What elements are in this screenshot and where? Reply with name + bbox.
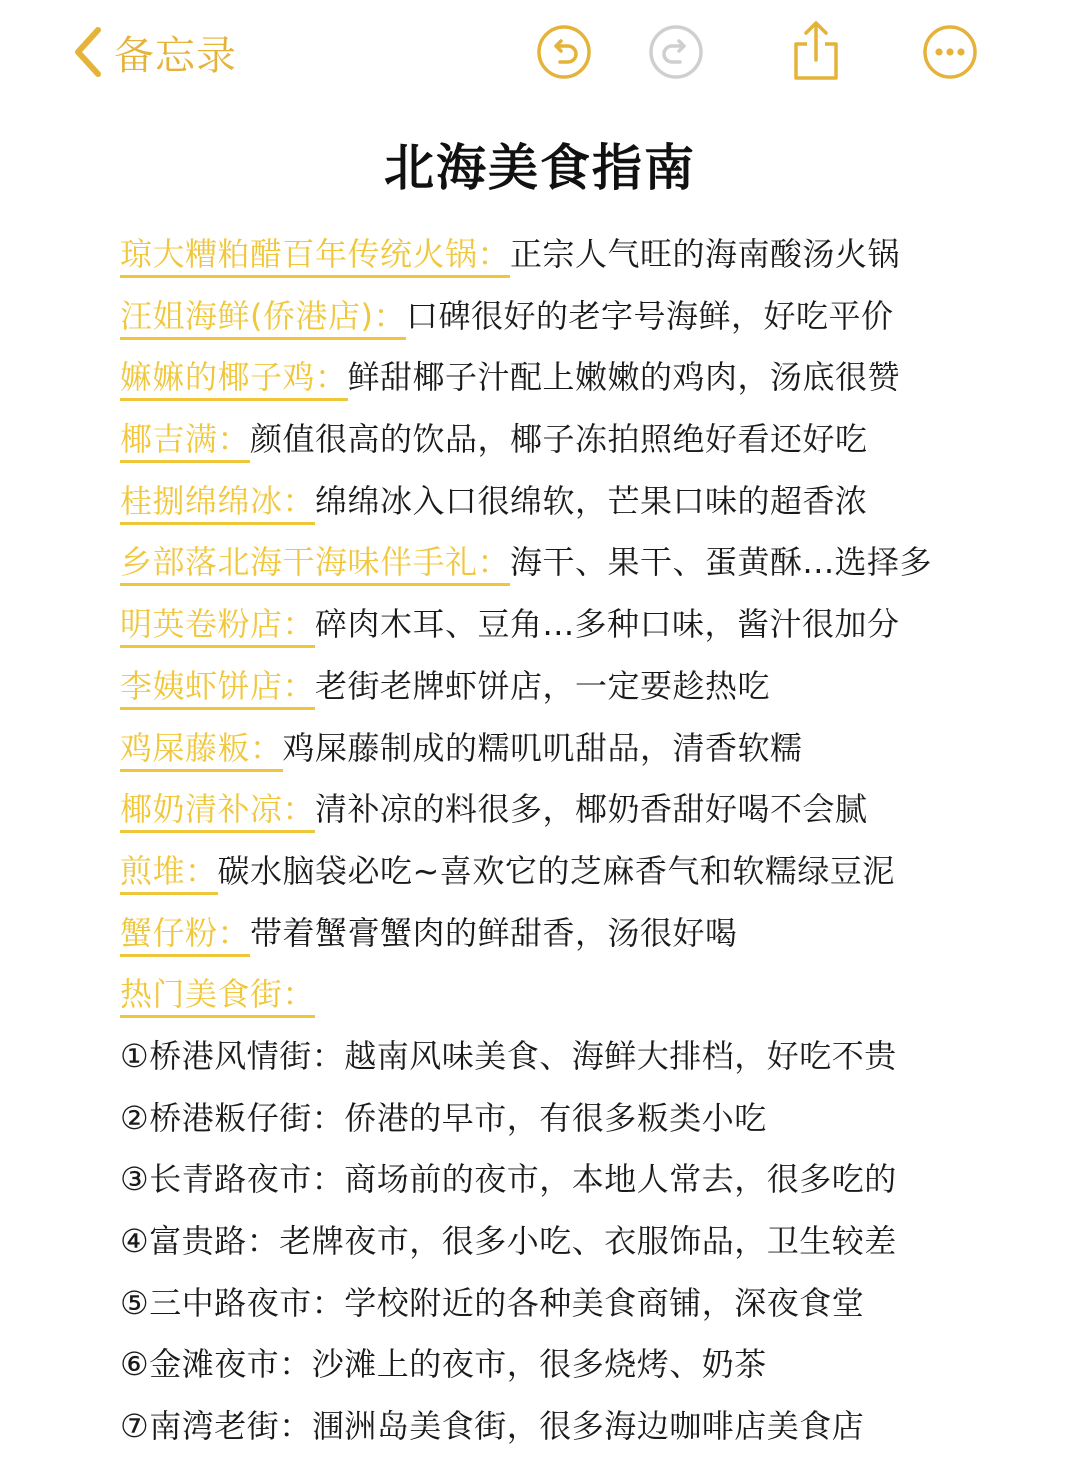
food-item-desc: 带着蟹膏蟹肉的鲜甜香，汤很好喝	[250, 913, 738, 952]
food-item-name: 乡部落北海干海味伴手礼：	[120, 543, 510, 586]
redo-icon	[648, 24, 704, 80]
food-item-name: 明英卷粉店：	[120, 605, 315, 648]
streets-heading: 热门美食街：	[120, 975, 315, 1018]
food-item-desc: 碎肉木耳、豆角...多种口味，酱汁很加分	[315, 605, 900, 644]
food-item	[120, 656, 1020, 718]
food-item	[120, 779, 1020, 841]
food-item	[120, 471, 1020, 533]
food-item-desc: 正宗人气旺的海南酸汤火锅	[510, 235, 901, 273]
streets-heading-line	[120, 964, 1020, 1026]
food-item	[120, 718, 1020, 780]
street-item: ④富贵路：老牌夜市，很多小吃、衣服饰品，卫生较差	[120, 1222, 897, 1260]
more-button[interactable]	[922, 24, 978, 80]
street-item: ⑥金滩夜市：沙滩上的夜市，很多烧烤、奶茶	[120, 1345, 767, 1384]
food-item	[120, 841, 1020, 903]
undo-icon	[536, 24, 592, 80]
more-icon	[922, 24, 978, 80]
share-button[interactable]	[788, 18, 844, 82]
food-item-name: 桂捌绵绵冰：	[120, 482, 315, 525]
food-item-desc: 碳水脑袋必吃~喜欢它的芝麻香气和软糯绿豆泥	[217, 851, 895, 890]
back-button[interactable]	[70, 20, 237, 84]
food-item-name: 蟹仔粉：	[120, 914, 250, 957]
food-item	[120, 286, 1020, 348]
food-item-name: 李姨虾饼店：	[120, 667, 315, 710]
chevron-left-icon	[70, 24, 104, 80]
food-item	[120, 903, 1020, 965]
food-item	[120, 594, 1020, 656]
food-item-name: 椰奶清补凉：	[120, 790, 315, 833]
food-item-name: 嫲嫲的椰子鸡：	[120, 358, 348, 401]
share-icon	[788, 18, 844, 82]
food-item	[120, 532, 1020, 594]
food-item	[120, 224, 1020, 286]
street-item: ⑤三中路夜市：学校附近的各种美食商铺，深夜食堂	[120, 1283, 865, 1322]
food-item-desc: 清补凉的料很多，椰奶香甜好喝不会腻	[315, 790, 868, 829]
street-item: ②桥港粄仔街：侨港的早市，有很多粄类小吃	[120, 1098, 767, 1137]
food-item-desc: 口碑很好的老字号海鲜，好吃平价	[405, 296, 894, 335]
food-item-name: 鸡屎藤粄：	[120, 729, 283, 772]
food-item-name: 椰吉满：	[120, 420, 250, 463]
redo-button[interactable]	[648, 24, 704, 80]
food-item-desc: 老街老牌虾饼店，一定要趁热吃	[315, 666, 771, 705]
food-item-desc: 绵绵冰入口很绵软，芒果口味的超香浓	[315, 481, 868, 520]
street-item: ⑦南湾老街：涠洲岛美食街，很多海边咖啡店美食店	[120, 1407, 865, 1446]
food-item	[120, 409, 1020, 471]
food-item-desc: 鲜甜椰子汁配上嫩嫩的鸡肉，汤底很赞	[347, 358, 901, 397]
top-toolbar	[0, 0, 1080, 105]
street-item: ①桥港风情街：越南风味美食、海鲜大排档，好吃不贵	[120, 1036, 897, 1075]
food-item	[120, 347, 1020, 409]
back-label: 备忘录	[114, 32, 237, 79]
note-body[interactable]	[120, 224, 1020, 1458]
food-item-desc: 鸡屎藤制成的糯叽叽甜品，清香软糯	[282, 728, 803, 767]
food-item-desc: 颜值很高的饮品，椰子冻拍照绝好看还好吃	[250, 420, 868, 459]
food-item-name: 煎堆：	[120, 852, 218, 895]
note-title: 北海美食指南	[384, 139, 696, 197]
undo-button[interactable]	[536, 24, 592, 80]
food-item-name: 琼大糟粕醋百年传统火锅：	[120, 235, 510, 278]
food-item-desc: 海干、果干、蛋黄酥...选择多	[510, 543, 933, 582]
street-item: ③长青路夜市：商场前的夜市，本地人常去，很多吃的	[120, 1160, 897, 1199]
food-item-name: 汪姐海鲜(侨港店)：	[120, 297, 406, 340]
